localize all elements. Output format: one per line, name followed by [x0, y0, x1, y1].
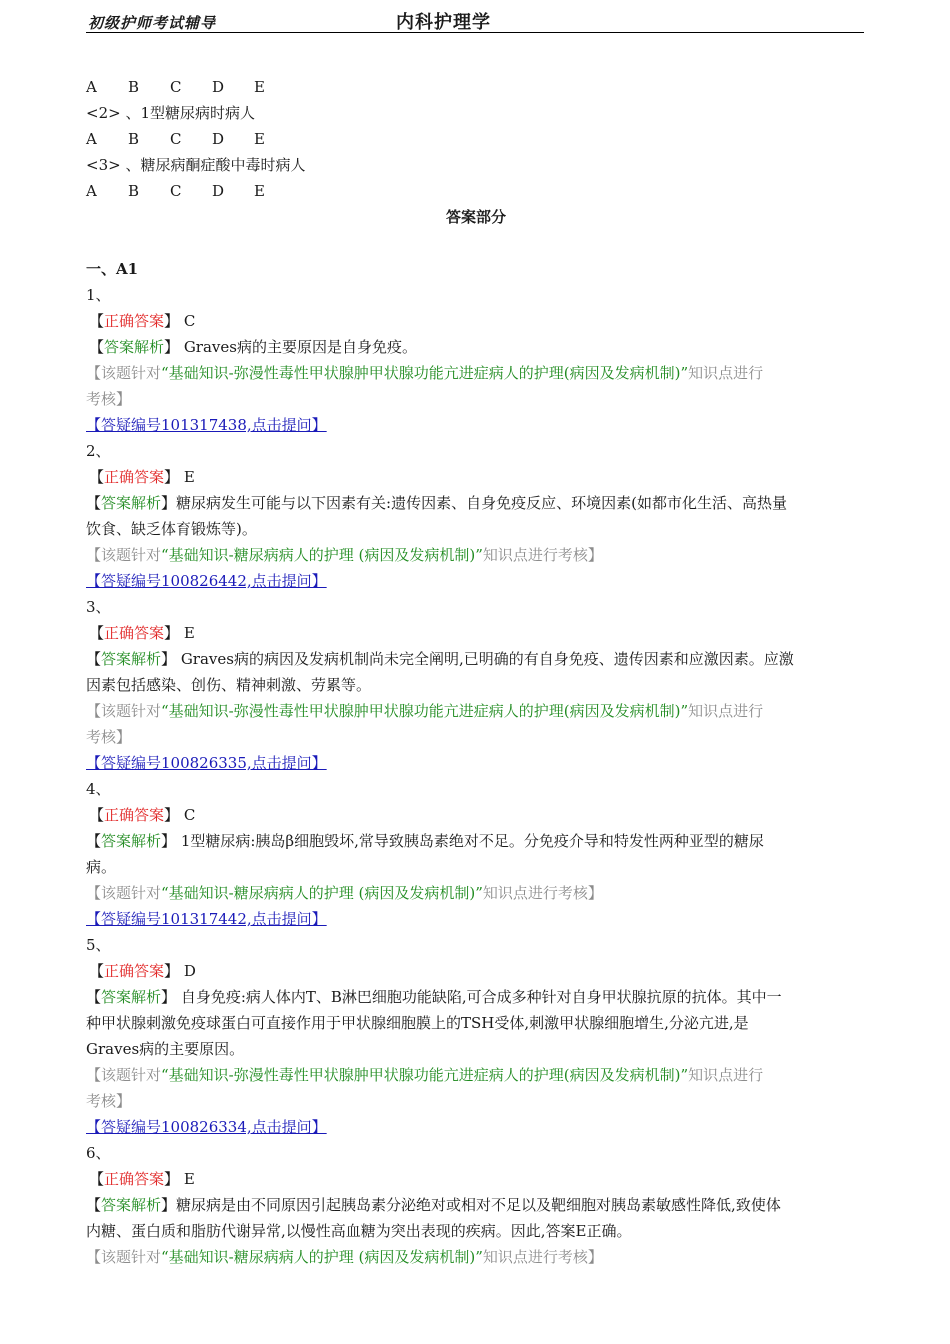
answer-analysis-cont: 因素包括感染、创伤、精神刺激、劳累等。	[86, 676, 372, 694]
answer-analysis: 【答案解析】 自身免疫:病人体内T、B淋巴细胞功能缺陷,可合成多种针对自身甲状腺抗原的抗体。其中一	[86, 988, 782, 1006]
option-a: A	[86, 78, 97, 96]
answer-analysis-cont: 内糖、蛋白质和脂肪代谢异常,以慢性高血糖为突出表现的疾病。因此,答案E正确。	[86, 1222, 632, 1240]
options-row	[86, 178, 866, 204]
question-number: 1、	[86, 286, 111, 304]
answer-analysis: 【答案解析】 Graves病的主要原因是自身免疫。	[89, 338, 417, 356]
correct-answer: 【正确答案】 E	[89, 468, 195, 486]
answer-analysis-cont: Graves病的主要原因。	[86, 1040, 245, 1058]
option-c: C	[170, 182, 182, 200]
correct-answer: 【正确答案】 E	[89, 1170, 195, 1188]
topic-note-cont: 考核】	[86, 1092, 132, 1110]
option-a: A	[86, 130, 97, 148]
answer-analysis-cont: 饮食、缺乏体育锻炼等)。	[86, 520, 257, 538]
topic-note: 【该题针对“基础知识-糖尿病病人的护理 (病因及发病机制)”知识点进行考核】	[86, 546, 603, 564]
correct-answer: 【正确答案】 C	[89, 806, 196, 824]
page-header	[86, 6, 864, 33]
answer-analysis-cont: 种甲状腺刺激免疫球蛋白可直接作用于甲状腺细胞膜上的TSH受体,刺激甲状腺细胞增生,分泌亢进,是	[86, 1014, 749, 1032]
option-e: E	[254, 182, 265, 200]
sub-question-3: <3> 、糖尿病酮症酸中毒时病人	[86, 156, 306, 174]
document-body	[86, 74, 866, 1270]
answer-analysis: 【答案解析】糖尿病是由不同原因引起胰岛素分泌绝对或相对不足以及靶细胞对胰岛素敏感性降低,致使体	[86, 1196, 781, 1214]
answer-analysis: 【答案解析】糖尿病发生可能与以下因素有关:遗传因素、自身免疫反应、环境因素(如都市化生活、高热量	[86, 494, 787, 512]
part-heading: 一、A1	[86, 260, 139, 278]
option-e: E	[254, 78, 265, 96]
question-number: 4、	[86, 780, 111, 798]
answer-analysis-cont: 病。	[86, 858, 117, 876]
topic-note: 【该题针对“基础知识-弥漫性毒性甲状腺肿甲状腺功能亢进症病人的护理(病因及发病机制)”知识点进行	[86, 1066, 764, 1084]
topic-note-cont: 考核】	[86, 390, 132, 408]
option-a: A	[86, 182, 97, 200]
ask-question-link[interactable]: 【答疑编号101317442,点击提问】	[86, 910, 327, 928]
topic-note: 【该题针对“基础知识-糖尿病病人的护理 (病因及发病机制)”知识点进行考核】	[86, 884, 603, 902]
topic-note: 【该题针对“基础知识-糖尿病病人的护理 (病因及发病机制)”知识点进行考核】	[86, 1248, 603, 1266]
question-number: 2、	[86, 442, 111, 460]
option-d: D	[212, 182, 225, 200]
options-row	[86, 74, 866, 100]
sub-question-2: <2> 、1型糖尿病时病人	[86, 104, 255, 122]
option-b: B	[128, 78, 140, 96]
answer-analysis: 【答案解析】 Graves病的病因及发病机制尚未完全阐明,已明确的有自身免疫、遗传因素和应激因素。应激	[86, 650, 794, 668]
answers-section-title: 答案部分	[445, 208, 506, 226]
option-e: E	[254, 130, 265, 148]
ask-question-link[interactable]: 【答疑编号101317438,点击提问】	[86, 416, 327, 434]
ask-question-link[interactable]: 【答疑编号100826335,点击提问】	[86, 754, 327, 772]
option-d: D	[212, 130, 225, 148]
header-subject-title: 内科护理学	[396, 12, 491, 33]
options-row	[86, 126, 866, 152]
option-b: B	[128, 182, 140, 200]
question-number: 6、	[86, 1144, 111, 1162]
option-c: C	[170, 130, 182, 148]
option-b: B	[128, 130, 140, 148]
ask-question-link[interactable]: 【答疑编号100826334,点击提问】	[86, 1118, 327, 1136]
ask-question-link[interactable]: 【答疑编号100826442,点击提问】	[86, 572, 327, 590]
question-number: 5、	[86, 936, 111, 954]
correct-answer: 【正确答案】 D	[89, 962, 196, 980]
topic-note-cont: 考核】	[86, 728, 132, 746]
topic-note: 【该题针对“基础知识-弥漫性毒性甲状腺肿甲状腺功能亢进症病人的护理(病因及发病机制)”知识点进行	[86, 702, 764, 720]
answer-analysis: 【答案解析】 1型糖尿病:胰岛β细胞毁坏,常导致胰岛素绝对不足。分免疫介导和特发性两种亚型的糖尿	[86, 832, 764, 850]
option-c: C	[170, 78, 182, 96]
topic-note: 【该题针对“基础知识-弥漫性毒性甲状腺肿甲状腺功能亢进症病人的护理(病因及发病机制)”知识点进行	[86, 364, 764, 382]
correct-answer: 【正确答案】 E	[89, 624, 195, 642]
correct-answer: 【正确答案】 C	[89, 312, 196, 330]
question-number: 3、	[86, 598, 111, 616]
header-course-title: 初级护师考试辅导	[88, 14, 217, 32]
option-d: D	[212, 78, 225, 96]
